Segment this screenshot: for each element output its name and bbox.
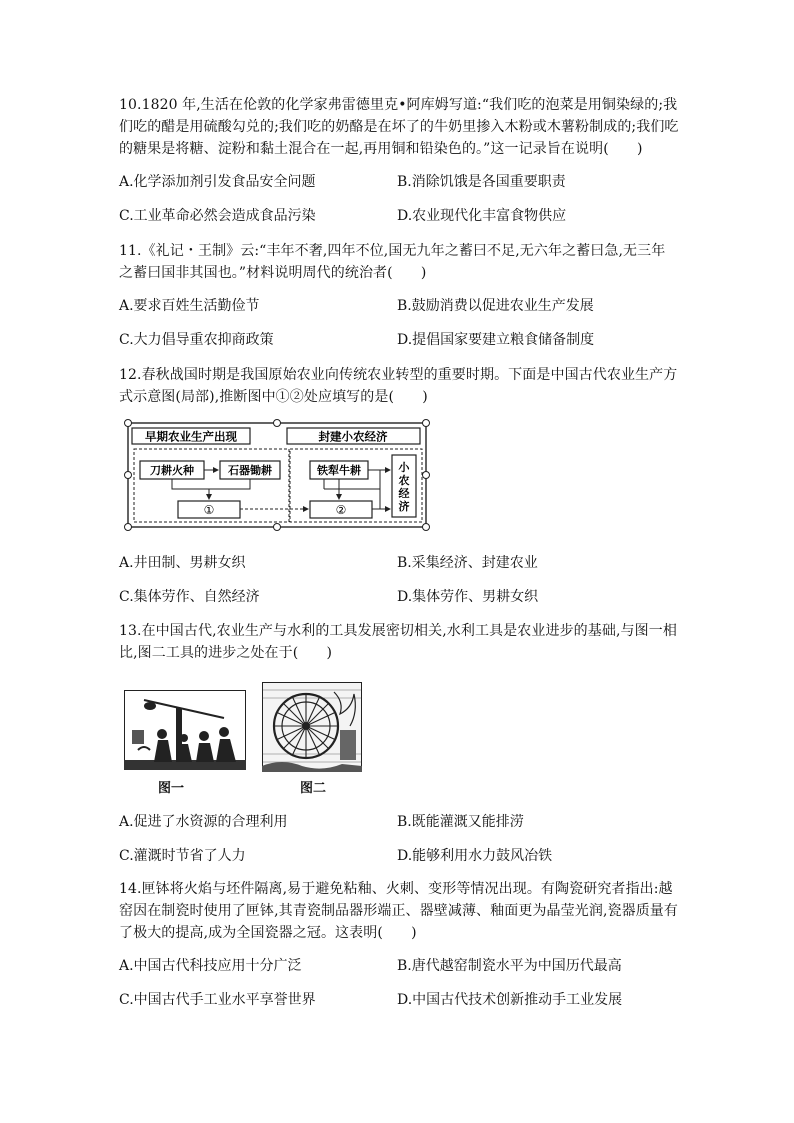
- question-13-stem: 13.在中国古代,农业生产与水利的工具发展密切相关,水利工具是农业进步的基础,与图一相比,图二工具的进步之处在于( ): [119, 623, 677, 661]
- question-11-option-a[interactable]: A.要求百姓生活勤俭节: [119, 298, 260, 314]
- agriculture-diagram: [124, 419, 432, 533]
- question-14-option-b[interactable]: B.唐代越窑制瓷水平为中国历代最高: [397, 958, 622, 974]
- question-10-option-d[interactable]: D.农业现代化丰富食物供应: [397, 208, 567, 224]
- question-10-option-c[interactable]: C.工业革命必然会造成食品污染: [119, 208, 316, 224]
- diagram-box-blank-1-label: ①: [203, 503, 215, 517]
- question-13-option-b[interactable]: B.既能灌溉又能排涝: [397, 814, 524, 830]
- question-13-option-d[interactable]: D.能够利用水力鼓风冶铁: [397, 848, 553, 864]
- question-11-stem: 11.《礼记・王制》云:“丰年不奢,四年不位,国无九年之蓄曰不足,无六年之蓄曰急,无三年之蓄曰国非其国也。”材料说明周代的统治者( ): [119, 243, 666, 281]
- question-13-option-c[interactable]: C.灌溉时节省了人力: [119, 848, 246, 864]
- question-14-stem: 14.匣钵将火焰与坯件隔离,易于避免粘釉、火刺、变形等情况出现。有陶瓷研究者指出:越窑因在制瓷时使用了匣钵,其青瓷制品器形端正、器壁减薄、釉面更为晶莹光润,瓷器质量有了极大的提高,成为全国瓷器之冠。这表明( ): [119, 881, 678, 941]
- diagram-box-iron-plough-label: 铁犁牛耕: [317, 464, 361, 477]
- figure-2-caption: 图二: [300, 781, 327, 796]
- diagram-right-title: 封建小农经济: [318, 429, 388, 444]
- figure-1-image: [124, 690, 246, 770]
- diagram-box-slash-burn-label: 刀耕火种: [150, 464, 194, 477]
- question-12-option-b[interactable]: B.采集经济、封建农业: [397, 555, 538, 571]
- diagram-box-stone-hoe-label: 石器锄耕: [228, 464, 272, 477]
- diagram-box-small-peasant-char-1: 小: [398, 461, 410, 474]
- question-11-option-b[interactable]: B.鼓励消费以促进农业生产发展: [397, 298, 594, 314]
- diagram-box-small-peasant-char-4: 济: [398, 500, 410, 513]
- diagram-left-title: 早期农业生产出现: [145, 429, 237, 444]
- diagram-box-small-peasant-char-3: 经: [398, 487, 410, 500]
- question-10-stem: 10.1820 年,生活在伦敦的化学家弗雷德里克•阿库姆写道:“我们吃的泡菜是用铜染绿的;我们吃的醋是用硫酸勾兑的;我们吃的奶酪是在坏了的牛奶里掺入木粉或木薯粉制成的;我们吃的糖果是将糖、淀粉和黏土混合在一起,再用铜和铅染色的。”这一记录旨在说明( ): [119, 97, 679, 157]
- question-10-option-a[interactable]: A.化学添加剂引发食品安全问题: [119, 174, 316, 190]
- figure-1-caption: 图一: [158, 781, 185, 796]
- question-12-stem: 12.春秋战国时期是我国原始农业向传统农业转型的重要时期。下面是中国古代农业生产方式示意图(局部),推断图中①②处应填写的是( ): [119, 367, 678, 405]
- question-10-option-b[interactable]: B.消除饥饿是各国重要职责: [397, 174, 566, 190]
- diagram-box-small-peasant-char-2: 农: [398, 474, 410, 487]
- figure-2-image: [262, 682, 362, 772]
- question-13-option-a[interactable]: A.促进了水资源的合理利用: [119, 814, 288, 830]
- diagram-box-blank-2-label: ②: [335, 503, 347, 517]
- question-12-option-c[interactable]: C.集体劳作、自然经济: [119, 589, 260, 605]
- question-14-option-a[interactable]: A.中国古代科技应用十分广泛: [119, 958, 302, 974]
- question-11-option-d[interactable]: D.提倡国家要建立粮食储备制度: [397, 332, 595, 348]
- question-11-option-c[interactable]: C.大力倡导重农抑商政策: [119, 332, 274, 348]
- question-12-option-a[interactable]: A.井田制、男耕女织: [119, 555, 246, 571]
- question-14-option-d[interactable]: D.中国古代技术创新推动手工业发展: [397, 992, 623, 1008]
- question-12-option-d[interactable]: D.集体劳作、男耕女织: [397, 589, 539, 605]
- question-14-option-c[interactable]: C.中国古代手工业水平享誉世界: [119, 992, 316, 1008]
